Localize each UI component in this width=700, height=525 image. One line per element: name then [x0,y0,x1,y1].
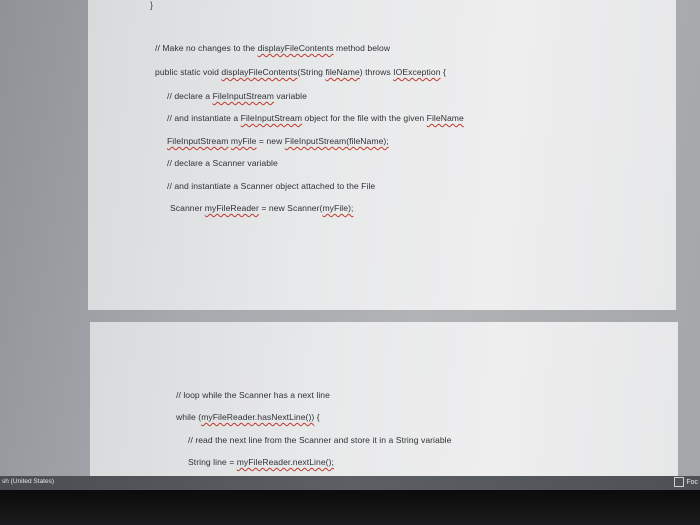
code-line [167,113,464,123]
spellcheck-flagged-text: displayFileContents [257,43,334,53]
spellcheck-flagged-text: myFileReader.nextLine(); [236,457,334,467]
code-line [188,435,451,445]
code-text: object for the file with the given [302,113,427,123]
code-text: // declare a Scanner variable [167,158,278,168]
code-text: Scanner [170,203,205,213]
spellcheck-flagged-text: FileInputStream(fileName); [284,136,389,146]
spellcheck-flagged-text: FileInputStream [240,113,303,123]
code-text: while ( [176,412,202,422]
code-text: = new Scanner( [258,203,323,213]
code-text: // Make no changes to the [155,43,258,53]
spellcheck-flagged-text: myFile); [322,203,354,213]
code-line [188,457,334,467]
code-text: (String [297,67,326,77]
code-fragment-top: } [150,0,154,10]
code-line [167,158,278,168]
code-text: { [314,412,320,422]
spellcheck-flagged-text: IOException [393,67,441,77]
code-line [170,203,353,213]
code-line [167,91,307,101]
spellcheck-flagged-text: FileName [426,113,464,123]
status-bar [0,476,700,490]
code-text: // and instantiate a [167,113,241,123]
spellcheck-flagged-text: fileName [325,67,360,77]
code-text: // and instantiate a Scanner object attached to the File [167,181,376,191]
code-line [167,181,375,191]
code-text: // read the next line from the Scanner and store it in a String variable [188,435,452,445]
spellcheck-flagged-text: myFile [230,136,257,146]
language-indicator[interactable]: sh (United States) [2,478,55,485]
code-text: public static void [155,67,222,77]
monitor-bezel [0,490,700,525]
code-text: String line = [188,457,237,467]
document-page-2 [90,322,678,488]
code-line [155,67,446,77]
code-text: method below [333,43,391,53]
code-line [176,412,320,422]
code-text: { [440,67,446,77]
code-text: ) throws [359,67,394,77]
spellcheck-flagged-text: displayFileContents [221,67,298,77]
code-line [167,136,389,146]
spellcheck-flagged-text: FileInputStream [167,136,229,146]
code-text: // loop while the Scanner has a next line [176,390,330,400]
code-text: // declare a [167,91,213,101]
code-text: = new [256,136,285,146]
code-line [176,390,330,400]
focus-mode-button[interactable] [674,477,698,487]
code-text: variable [273,91,307,101]
focus-icon [674,477,684,487]
spellcheck-flagged-text: FileInputStream [212,91,274,101]
focus-label: Foc [686,478,698,486]
spellcheck-flagged-text: myFileReader.hasNextLine()) [201,412,315,422]
code-line [155,43,390,53]
spellcheck-flagged-text: myFileReader [204,203,259,213]
